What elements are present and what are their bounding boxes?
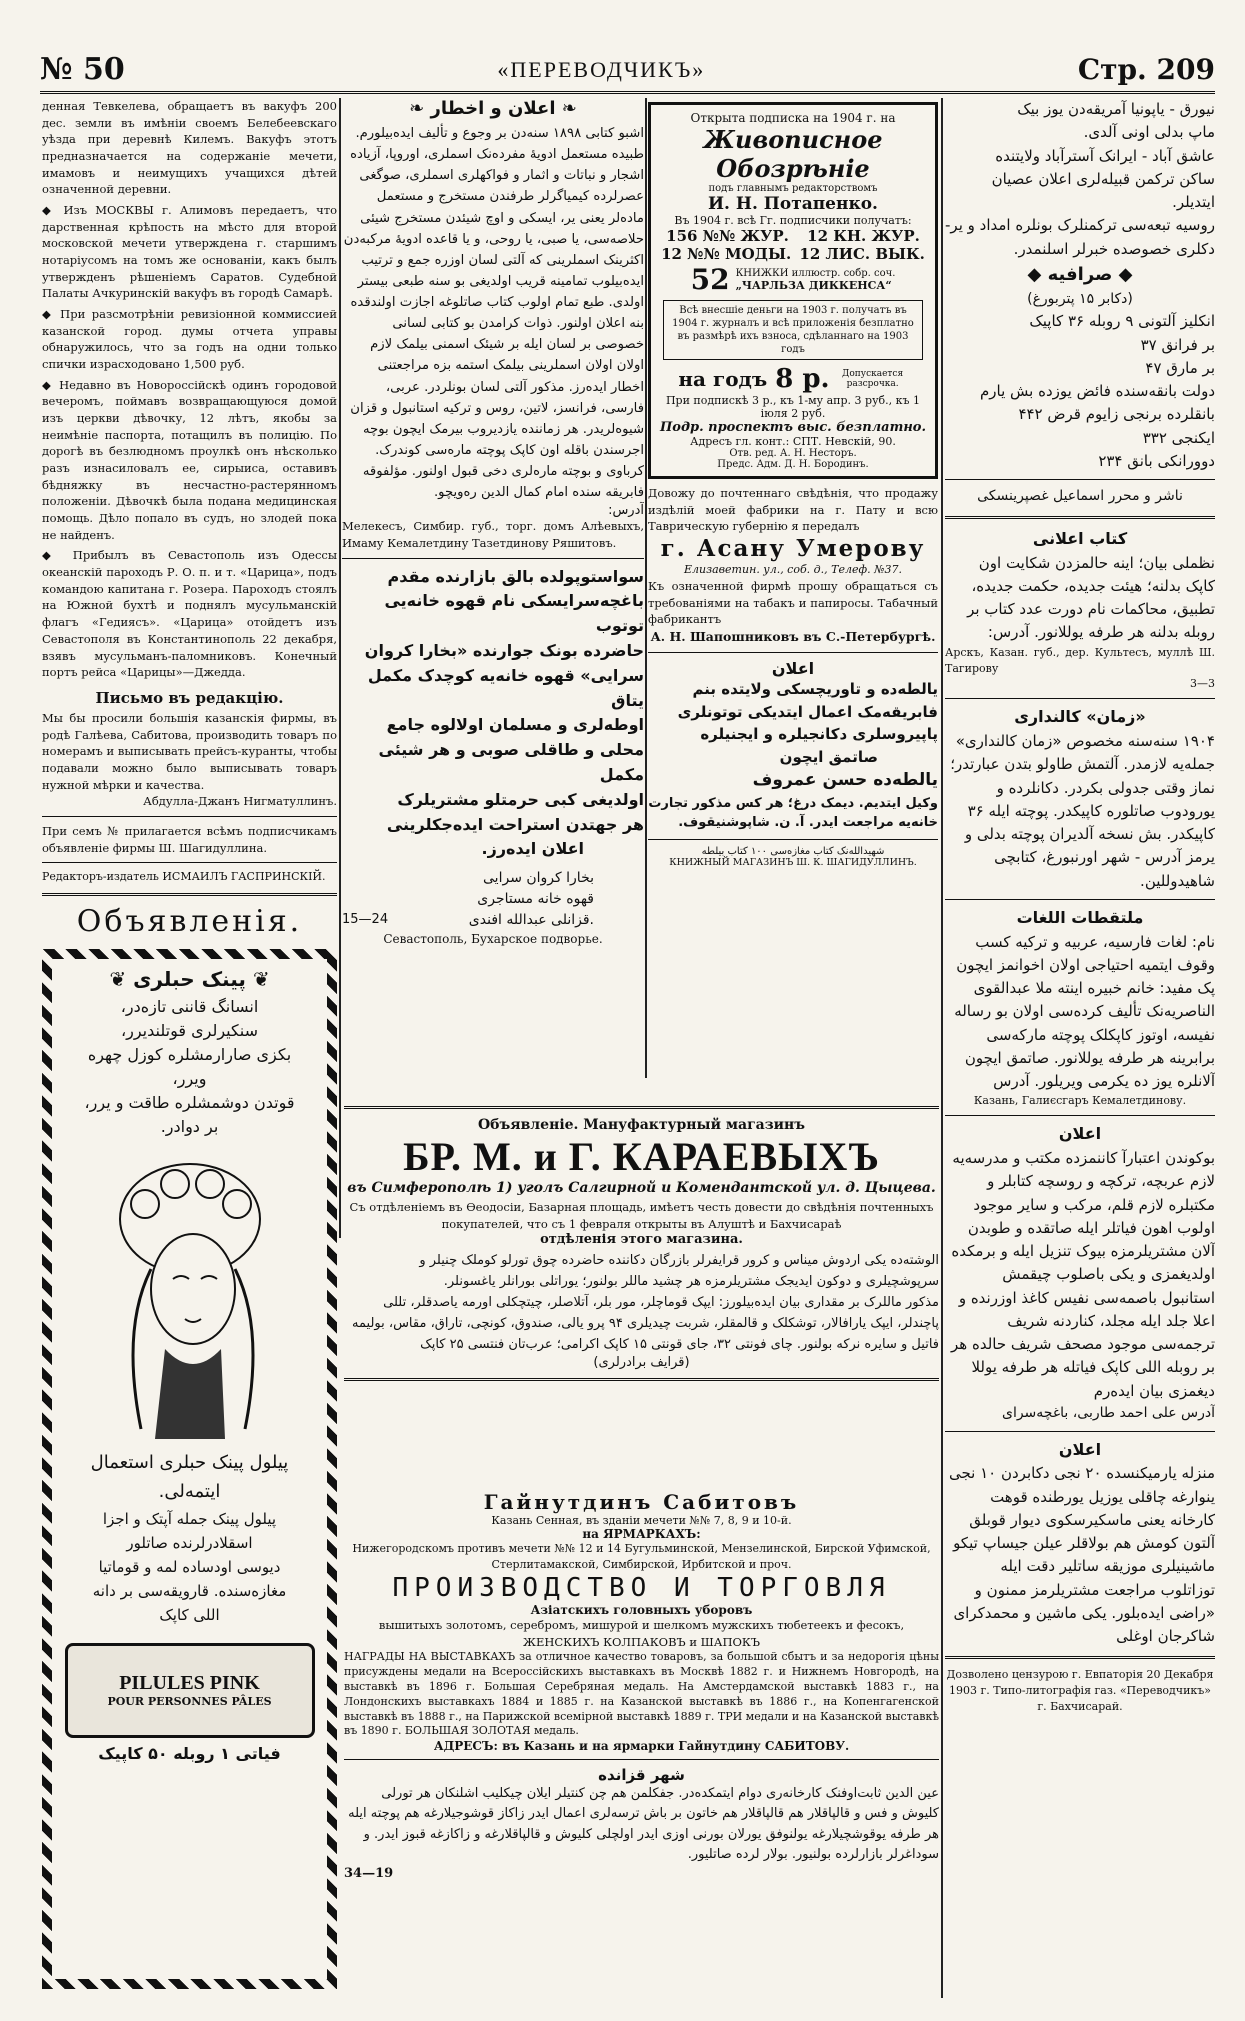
sub-price-label: на годъ (678, 367, 768, 391)
sabitov-num: 34—19 (344, 1865, 394, 1881)
letter-text: Мы бы просили большія казанскія фирмы, въ родѣ Галѣева, Сабитова, производить товаръ по номерамъ и выписывать прейсъ-куранты, чтобы подавали можно было выписывать товаръ нужной мѣрки и качества. (42, 710, 337, 792)
portrait-icon (105, 1149, 275, 1439)
dictionary-heading: ملتقطات اللغات (1016, 907, 1144, 927)
exchange-title: صرافیه (1047, 263, 1113, 285)
ad-line: محلی و طاقلی صوبی و هر شیئی مکمل (378, 740, 644, 784)
woman-portrait-illustration (105, 1149, 275, 1439)
sabitov-rtl-head: شهر قزانده (598, 1766, 685, 1785)
zaman-heading: «زمان» کالنداری (1014, 707, 1146, 727)
ornament-icon: ❦ (245, 967, 270, 992)
pink-bottom-line: مغازه‌سنده. قارویقه‌سی بر دانه (92, 1581, 287, 1600)
sabitov-addr: Казань Сенная, въ зданіи мечети №№ 7, 8, 9 и 10-й. (491, 1514, 792, 1527)
exchange-row: بر مارق ۴۷ (1145, 358, 1215, 377)
book-ad-num: 3—3 (1190, 677, 1215, 691)
news-line: دکلری خصوصده خبرلر اسلنمدر. (1013, 239, 1215, 258)
sabitov-name: Гайнутдинъ Сабитовъ (483, 1490, 800, 1514)
sub-prospectus: Подр. проспектъ выс. безплатно. (659, 420, 927, 435)
news-line: روسیه تبعه‌سی ترکمنلرک بونلره امداد و یر- (945, 216, 1215, 235)
karaev-location: въ Симферополѣ 1) уголъ Салгирной и Комендантской ул. д. Цыцева. (347, 1180, 936, 1196)
divider (344, 1106, 939, 1109)
ornament-icon: ◆ (1027, 263, 1048, 285)
caravanserai-ad (342, 565, 644, 863)
book-ad-text: نظملی بیان؛ اینه حالمزدن شکایت اون کاپک بدلنه؛ هیئت جدیده، حکمت جدیده، تطبیق، محاکمات نام دورت عدد کتاب بر روبله بدلنه هر طرفه یوللانور. آدرس: (967, 553, 1215, 642)
divider (945, 1431, 1215, 1432)
announcement-address: Мелекесъ, Симбир. губ., торг. домъ Алѣевыхъ, Имаму Кемалетдину Тазетдинову Ряшитовъ. (342, 519, 644, 550)
exchange-row: بانقلرده برنجی زایوم قرض ۴۴۲ (1018, 405, 1215, 424)
tobacco-ilan (648, 678, 938, 833)
news-line: نیورق - یاپونیا آمریقه‌دن یوز بیک (1017, 100, 1215, 118)
pink-line: بر دوادر. (160, 1117, 219, 1137)
sub-price: 8 р. (775, 364, 830, 394)
ad-line: باغچه‌سرایسکی نام قهوه خانه‌یی توتوب (384, 591, 644, 636)
sub-row (657, 245, 929, 263)
pink-pills-ad (42, 949, 337, 1989)
sabitov-fairs: на ЯРМАРКАХЪ: (582, 1527, 701, 1541)
ad-line: هر جهتدن استراحت ایده‌جکلرینی (386, 814, 644, 834)
sub-journal1: Живописное (703, 125, 883, 154)
divider (945, 1115, 1215, 1116)
dictionary-text: نام: لغات فارسیه، عربیه و ترکیه کسب وقوف ایتمیه احتیاجی اولان اخوانمز ایچون پک مفید: خانم خبیره اینته ملا عبدالقوی الناصریه‌نک تألیف کرده‌سی اولان بو رساله نفیسه، اوتوز کاپکلک پوچته مارکه‌سی برابرینه هر طرفه یوللانور. صاتمق ایچون آلانلره یوز ده یکرمی ویریلور. آدرس (954, 932, 1215, 1091)
sub-pres: Предс. Адм. Д. Н. Бородинъ. (717, 459, 869, 470)
editor-line: Редакторъ-издатель ИСМАИЛЪ ГАСПРИНСКІЙ. (42, 870, 326, 884)
shagid-ru: КНИЖНЫЙ МАГАЗИНЪ Ш. К. ШАГИДУЛЛИНЪ. (669, 856, 917, 868)
exchange-table (945, 310, 1215, 473)
ad-serial: 15—24 (342, 912, 389, 928)
pink-bottom-line: پیلول پینک حبلری استعمال (90, 1452, 289, 1474)
news-line: ماپ بدلی اونی آلدی. (1083, 123, 1215, 142)
pink-line: بکزی صارارمشلره کوزل چهره (87, 1045, 292, 1065)
page-number: Стр. 209 (1077, 53, 1215, 86)
ilan3-heading: اعلان (1058, 1124, 1102, 1144)
news-rtl (945, 98, 1215, 261)
sub-books-label: КНИЖКИ иллюстр. собр. соч. (735, 267, 896, 279)
signature-row (342, 910, 594, 931)
dictionary-address: Казань, Галиєсгаръ Кемалетдинову. (973, 1094, 1187, 1108)
issue-number: № 50 (40, 52, 125, 87)
sub-receive: Въ 1904 г. всѣ Гг. подписчики получатъ: (674, 214, 912, 227)
sub-item: 12 №№ МОДЫ. (661, 245, 792, 263)
page-header (40, 48, 1215, 94)
sub-editor-name: И. Н. Потапенко. (708, 194, 878, 214)
sub-journal2: Обозрѣніе (716, 154, 870, 183)
divider (42, 893, 337, 896)
column-1 (42, 98, 337, 2008)
sub-terms: При подпискѣ 3 р., къ 1-му апр. 3 руб., къ 1 іюля 2 руб. (665, 394, 921, 420)
pink-bottom-line: اللی کاپک (159, 1605, 220, 1624)
sub-resp: Отв. ред. А. Н. Несторъ. (729, 448, 857, 459)
karaev-rtl1: الوشته‌ده یکی اردوش میناس و کرور قرایفرلر بازرگان دکاننده حاضرده چوق تورلو کوملک چنیلر و سرپوشچیلری و دوکون ایدیجک مشتریلرمزه هر چشید ماللر بولنور؛ یوراتلی بورانلر یاغسونلر. (419, 1253, 939, 1290)
ad-line: اولدیغی کبی حرمتلو مشتریلرک (397, 789, 644, 809)
column-3 (648, 98, 938, 1088)
ornament-icon: ◆ (1112, 263, 1133, 285)
karaev-heading: Объявленіе. Мануфактурный магазинъ (477, 1117, 806, 1133)
news-item: ◆ Изъ МОСКВЫ г. Алимовъ передаетъ, что дарственная крѣпость на мѣсто для второй московской мечети утверждена г. старшимъ нотаріусомъ на томъ же основаніи, какъ былъ утвержденъ рѣшеніемъ Саратов. Судебной Палаты Ачкуринскій вакуфъ въ городѣ Самарѣ. (42, 203, 337, 301)
divider (945, 698, 1215, 699)
divider (648, 839, 938, 840)
column-2 (342, 98, 644, 1098)
ornament-icon: ❧ (555, 98, 577, 119)
tobacco-text: Къ означенной фирмѣ прошу обращаться съ требованіями на табакъ и папиросы. Табачный фабрикантъ (648, 578, 938, 627)
ad-line: اوطه‌لری و مسلمان اولالوه جامع (386, 715, 644, 735)
news-item: ◆ При разсмотрѣніи ревизіонной коммиссией казанской город. думы отчета управы обнаружилось, что за годъ на одни только спички израсходовано 1,500 руб. (42, 307, 337, 372)
exchange-row: بر فرانق ۳۷ (1140, 335, 1215, 354)
divider (344, 1378, 939, 1381)
exchange-date: (دکابر ۱۵ پتربورغ) (1027, 290, 1133, 307)
pill-box-illustration (65, 1643, 315, 1738)
karaev-sign: (قرایف برادرلری) (593, 1355, 690, 1371)
announcement-body: اشبو کتابی ۱۸۹۸ سنه‌دن بر وجوع و تألیف ایده‌بیلورم. طبیده مستعمل ادویهٔ مفرده‌نک اسملری، اوروپا، آزیاده اشجار و نباتات و اثمار و فواکهلری اسملری، صوگغی عصرلرده کیمیاگرلر طرفندن مستخرج و مستعمل ماده‌لر یعنی یر، ایسکی و اوچ شیئدن مستخرج شیئی حلاصه‌سی، یا صبی، یا روحی، و یا قاعده ادویهٔ مرکبه‌دن اکثرینک اسملرینی که آلتی لسان اوزره جمع و ترتیب ایده‌بیلوب تمامینه قریب اولدیغی بو سنه طبعی بیستر اولدی. طبع تمام اولوب کتاب صاتلوغه اجازت اولندقده بنه اعلان اولنور. ذوات کرامدن بو کتابی لسانی خصوصی بر لسان ایله بر شیئک اسمنی بیلمک لازم اولان اولان اسملرینی بیلمک استمه بزه مراجعتنی اخطار ایده‌رز. مذکور آلتی لسان بونلردر. عربی، فارسی، فرانسز، لاتین، روس و ترکیه‌‌ استانبول و قزان شیوه‌لریدر. هر زماننده یازدیروب بیرمک ایچون بوچه اجرسندن باقله اون کاپک پوچته ماره‌سی کوندرک. کرباوی و بوچته ماره‌لری دخی قبول اولنور. مؤلفوقه فابریقه سنده امام کمال الدین ره‌ویچو. (343, 126, 644, 501)
ilan4-heading: اعلان (1058, 1439, 1102, 1459)
signature-line: قزانلی عبدالله افندی. (468, 912, 594, 929)
tobacco-ilan-heading: اعلان (771, 659, 815, 679)
exchange-row: ایکنجی ۳۳۲ (1142, 428, 1215, 447)
column-rule-2 (645, 98, 647, 1078)
sabitov-awards: НАГРАДЫ НА ВЫСТАВКАХЪ за отличное качество товаровъ, за большой сбытъ и за недорогія цѣны присуждены медали на Всероссійскихъ выставкахъ въ Москвѣ 1882 г. и Нижнемъ Новгородѣ, на выставкѣ въ 1896 г. Большая Серебряная медаль. На Амстердамской выставкѣ 1883 г., на Лондонскихъ выставкахъ 1884 и 1885 г. на Казанской выставкѣ въ 1886 г., на Копенгагенской выставкѣ въ 1888 г., на Парижской всемірной выставкѣ 1889 г. ТРИ медали и на Казанской выставкѣ въ 1890 г. БОЛЬШАЯ ЗОЛОТАЯ медаль. (344, 1650, 940, 1738)
sub-books-count: 52 (690, 263, 730, 296)
book-ad-address: Арскъ, Казан. губ., дер. Культесъ, муллѣ Ш. Тагирову (945, 645, 1215, 675)
exchange-row: دولت بانقه‌سنده فائض یوزده بش یارم (979, 382, 1215, 401)
sabitov-fairs-list: Нижегородскомъ противъ мечети №№ 12 и 14 Бугульминской, Мензелинской, Бирской Уфимской, Стерлитамакской, Симбирской, Ирбитской и проч. (352, 1542, 931, 1571)
ornament-icon: ❦ (109, 967, 134, 992)
ilan-line: فابریقه‌مک اعمال ایتدیکی توتونلری (677, 702, 938, 721)
sub-installment: Допускается разсрочка. (842, 369, 904, 389)
enclosure-notice: При семъ № прилагается всѣмъ подписчикамъ объявленіе фирмы Ш. Шагидуллина. (42, 823, 337, 855)
karaev-rtl2: مذکور ماللرک بر مقداری بیان ایده‌بیلورز: ایپک قوماچلر، مور بلر، آتلاصلر، چیتچکلی اورمه یاصدقلر، تللی پاچندلر، ایپک یارافالار، توشکلک و قالمقلر، شربت چیدیلری ۹۴ پرو یالی، صندوق، کونچی، تاراق، مقاس، بولیمه فاتیل و سایره نرکه بولنور. چای فونتی ۳۲، جای قونتی ۱۵ کاپک اکرامی؛ عرب‌تان فنتسی ۲۵ کاپک (352, 1294, 939, 1352)
pink-bottom-line: ایتمه‌لی. (158, 1480, 221, 1502)
ad-line: حاضرده بونک جوارنده «بخارا کروان (364, 640, 644, 660)
pink-bottom-line: پیلول پینک جمله آپتک و اجزا (102, 1509, 277, 1528)
ad-line: سرایی» قهوه خانه‌یه کوچدک مکمل یتاق (367, 665, 644, 710)
tobacco-notice: Довожу до почтеннаго свѣдѣнія, что продажу издѣлій моей фабрики на г. Пату и всю Таврическую губернію я передалъ (648, 486, 938, 534)
sabitov-production: ПРОИЗВОДСТВО И ТОРГОВЛЯ (392, 1572, 891, 1603)
column-4 (945, 98, 1215, 2008)
column-rule-1 (339, 98, 341, 1238)
sub-notice: Всѣ внесшіе деньги на 1903 г. получатъ въ 1904 г. журналъ и всѣ приложенія безплатно въ размѣрѣ ихъ взноса, сдѣланнаго на 1903 годъ (663, 300, 923, 360)
pink-ad-lines (60, 995, 319, 1139)
ad-line: سواستوپولده بالق بازارنده مقدم (387, 566, 644, 586)
subscription-ad (648, 102, 938, 479)
ad-line: اعلان ایده‌رز. (481, 839, 584, 859)
ilan-line: صاتمق ایچون (779, 747, 878, 766)
sabitov-rtl: عین الدین ثابت‌اوفنک کارخانه‌ری دوام ایتمکده‌در. جفکلمن هم چن کنتیلر ایلان چیکلیب اشلنکان هر تورلی کلیوش و فس و قالپاقلار هم قالپاقلار هم خاتون بر باش ترسه‌لری اعمال ایدر زاکاز قوشوجیلارغه هم پوچته ایله هر طرفه یوقوشچیلارغه یولنوفق یورلان بورنی اوزی ایدر اولچلی کلیوش و قالپاقلارغه و زاکازغه قبوز ایدر. و سوداغرلر بازارلرده بولنیور. بولار لرده صاتلیور. (348, 1786, 939, 1862)
address-label: آدرس: (608, 503, 644, 519)
divider (342, 558, 644, 559)
ilan3-text: بوکوندن اعتبارآ کاننمزده مکتب و مدرسه‌یه لازم عربچه، ترکچه و روسچه کتابلر و مکتبلره لازم قلم، مرکب و سایر موجود اولوب اهون فیاتلر ایله صاتقده و طوبدن آلان مشتریلرمزه بیوک تنزیل ایله و برمکده اولدیغمزی و یکی باصلوب چیقمش استانبول باصمه‌سی نفیس کاغذ اوزرنده و اعلا جلد ایله مجلد، کناردنه شریف ترجمه‌سی موجود مصحف شریف حالده هر بر روبله اللی کاپک فیاتله هر طرفه یوللا دیغمزی بیان ایده‌رم (951, 1149, 1215, 1400)
divider (648, 652, 938, 653)
shagid-rtl: شهیدالله‌نک کتاب مغازه‌سی ۱۰۰ کتاب بیلطه (701, 845, 885, 857)
exchange-row: انکلیز آلتونی ۹ روبله ۳۶ کاپیک (1029, 312, 1215, 331)
divider (42, 862, 337, 863)
divider (945, 1656, 1215, 1659)
pill-box-sublabel: POUR PERSONNES PÂLES (107, 1695, 272, 1709)
sub-address: Адресъ гл. конт.: СПТ. Невскій, 90. (690, 435, 896, 448)
announcement-heading (342, 98, 644, 119)
signature-line: قهوه خانه مستاجری (477, 891, 594, 908)
news-item: ◆ Прибылъ въ Севастополь изъ Одессы океанскій пароходъ Р. О. п. и т. «Царица», подъ командою капитана г. Розера. Пароходъ стоялъ на Южной бухтѣ и поднялъ мусульманскій флагъ «Гедиясъ». «Царица» отойдетъ изъ Севастополя въ Константинополь 22 декабря, взявъ мусульманъ-паломниковъ. Конечный портъ рейса «Царицы»—Джедда. (42, 548, 337, 680)
pill-box-label: PILULES PINK (119, 1672, 260, 1695)
karaev-branch: отдѣленія этого магазина. (540, 1232, 743, 1248)
ilan-name: یالطه‌ده حسن عمروف (752, 770, 938, 791)
sabitov-prod-sub: Азіатскихъ головныхъ уборовъ (530, 1602, 753, 1617)
ilan-line: پاپیروسلری دکانجیلره و ایجنیلره (700, 725, 938, 744)
censor-note: Дозволено цензурою г. Евпаторія 20 Декабря 1903 г. Типо-литографія газ. «Переводчикъ» г. Бахчисарай. (946, 1668, 1214, 1714)
divider (344, 1759, 939, 1760)
sub-books (657, 263, 929, 296)
news-item: денная Тевкелева, обращаетъ въ вакуфъ 200 дес. земли въ имѣніи своемъ Белебеевскаго уѣзда при деревнѣ Килемъ. Вакуфъ этотъ предназначается на содержаніе мечети, имамовъ и неимущихъ учащихся дѣтей означенной деревни. (42, 99, 337, 197)
divider (945, 479, 1215, 480)
news-line: عاشق آباد - ایرانک آسترآباد ولایتنده (995, 146, 1215, 165)
newspaper-title: «ПЕРЕВОДЧИКЪ» (497, 56, 706, 82)
sub-price-row (657, 364, 929, 394)
sub-row (657, 227, 929, 245)
sub-item: 12 КН. ЖУР. (807, 227, 920, 245)
pink-line: قوتدن دوشمشلره طاقت و یرر، (84, 1093, 295, 1113)
zaman-text: ۱۹۰۴ سنه‌سنه مخصوص «زمان کالنداری» جمله‌یه لازمدر. آلتمش طاولو بتدن عبارتدر؛ نماز وقتی جدولی بکردر. دکانلرده و یورودوب صاتلوره کاپیکدر. پوچته ایله ۳۶ کاپیکدر. بش نسخه آلدیران پوچته بدلی و یرمز آدرس - شهر اورنبورغ، کتابچی شاهیدوللین. (950, 732, 1215, 890)
pink-line: ویرر، (172, 1069, 207, 1089)
book-ad-heading: کتاب اعلانی (1032, 528, 1128, 548)
ornament-icon: ❧ (409, 98, 431, 119)
pink-title-text: پینک حبلری (133, 967, 246, 992)
umerov-address: Елизаветин. ул., соб. д., Телеф. №37. (683, 563, 903, 577)
divider (945, 516, 1215, 519)
exchange-heading (945, 261, 1215, 289)
signature-line: بخارا کروان سرایی (483, 870, 594, 887)
sub-editor: подъ главнымъ редакторствомъ (708, 183, 878, 194)
pink-price: فیاتی ۱ روبله ۵۰ کاپیک (98, 1743, 281, 1763)
letter-title: Письмо въ редакцію. (95, 688, 284, 707)
sub-open: Открыта подписка на 1904 г. на (690, 111, 896, 125)
shaposhnikov-name: А. Н. Шапошниковъ въ С.-Петербургѣ. (650, 628, 936, 644)
caravanserai-signature (342, 868, 644, 931)
letter-signature: Абдулла-Джанъ Нигматуллинъ. (143, 794, 337, 809)
exchange-row: دوورانکی بانق ۲۳۴ (1098, 451, 1215, 470)
news-line: ساکن ترکمن قبیله‌لری اعلان عصیان ایتدیلر. (991, 169, 1215, 211)
ilan3-address: آدرس علی احمد طاربی، باغچه‌سرای (1001, 1404, 1215, 1421)
sub-item: 12 ЛИС. ВЫК. (799, 245, 925, 263)
ilan-line: یالطه‌ده و تاوریچسکی ولایتده بنم (692, 680, 938, 699)
karaev-title: БР. М. и Г. КАРАЕВЫХЪ (403, 1134, 880, 1179)
divider (42, 816, 337, 817)
ilan4-text: منزله یارمیکنسده ۲۰ نجی دکابردن ۱۰ نجی ینوارغه چاقلی یوزیل یورطنده قوهت کارخانه یعنی ماسکیرسکوی دیوار قوبلق آلتون کومش هم بولاقلر عیلن جیساپ تیکو ماشینیلری موزیقه ساتلیر دقت ایله توزاتلوب مراجعت مشتریلرمز ممنون و «راضی ایده‌بلور. یکی ماشین و محمدکرای شاکرجان اوغلی (948, 1464, 1215, 1646)
pink-bottom-line: اسقلادرلرنده صاتلور (126, 1533, 253, 1552)
publisher: ناشر و محرر اسماعیل غصپرینسکی (977, 488, 1183, 505)
sabitov-address: АДРЕСЪ: въ Казань и на ярмарки Гайнутдину САБИТОВУ. (433, 1739, 850, 1754)
column-rule-3 (941, 98, 943, 1998)
caravanserai-address: Севастополь, Бухарское подворье. (383, 932, 603, 947)
karaev-ad (344, 1098, 939, 1389)
divider (945, 899, 1215, 900)
ilan-more: وکیل ایتدیم. دیمک درغ؛ هر کس مذکور تجارت خانه‌یه مراجعت ایدر. آ. ن. شاپوشنیقوف. (648, 795, 938, 831)
karaev-text: Съ отдѣленіемъ въ Ѳеодосіи, Базарная площадь, имѣетъ честь довести до свѣдѣнія почтенныхъ покупателей, что съ 1 февраля открыты въ Алуштѣ и Бахчисараѣ (349, 1200, 934, 1231)
sabitov-ad (344, 1490, 939, 1990)
heading-text: اعلان و اخطار (430, 98, 556, 119)
pink-ad-bottom (60, 1449, 319, 1627)
ads-heading: Объявленія. (76, 904, 303, 940)
sabitov-items: вышитыхъ золотомъ, серебромъ, мишурой и шелкомъ мужскихъ тюбетеекъ и фесокъ, ЖЕНСКИХЪ КОЛПАКОВЪ и ШАПОКЪ (378, 1617, 905, 1649)
umerov-name: г. Асану Умерову (660, 535, 926, 563)
sub-item: 156 №№ ЖУР. (666, 227, 789, 245)
news-item: ◆ Недавно въ Новороссійскѣ одинъ городовой вечеромъ, поймавъ возвращающуюся домой изъ церкви дѣвочку, 12 лѣтъ, якобы за неимѣніе паспорта, потащилъ въ полицію. По дорогѣ въ безлюдномъ проулкѣ онъ нѣсколько разъ изнасиловалъ ее, сирыиса, оставивъ бѣдняжку въ несчастно-растерянномъ положеніи. Дѣвочкѣ была подана медицинская помощь. Дѣло попало въ судъ, но злодей пока не найденъ. (42, 377, 337, 542)
pink-bottom-line: دیوسی اودساده لمه و قوماتیا (98, 1557, 281, 1576)
pink-ad-title (60, 967, 319, 991)
pink-line: انسانگ قاننی تازه‌در، (120, 997, 259, 1017)
pink-line: سنکیرلری قوتلندیرر، (120, 1021, 259, 1041)
sub-dickens: „ЧАРЛЬЗА ДИККЕНСА“ (735, 278, 892, 292)
